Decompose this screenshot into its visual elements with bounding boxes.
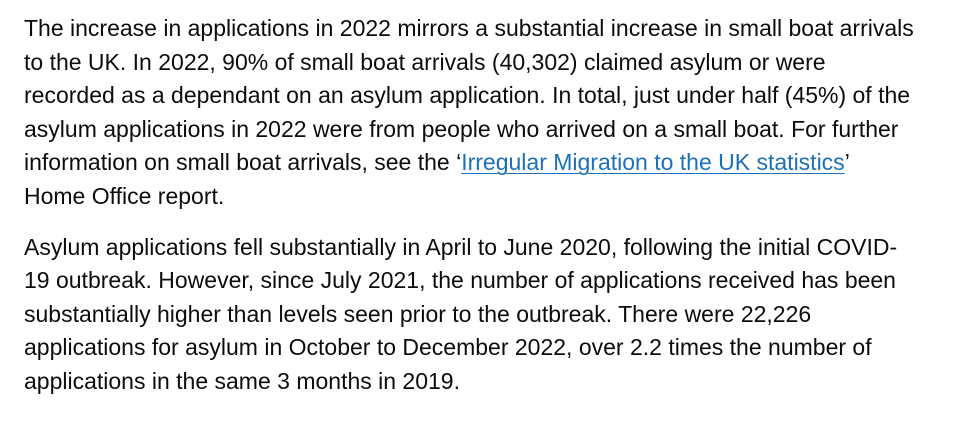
text-line: The increase in applications in 2022 mirrors a substantial increase in small boat arrivals: [24, 15, 914, 41]
text-line: substantially higher than levels seen prior to the outbreak. There were 22,226: [24, 300, 812, 327]
text-segment: ’: [844, 149, 850, 176]
text-line: 19 outbreak. However, since July 2021, the number of applications received has been: [24, 267, 896, 294]
text-line: to the UK. In 2022, 90% of small boat arrivals (40,302) claimed asylum or were: [24, 48, 826, 75]
paragraph-covid-applications: [24, 231, 964, 399]
text-segment: information on small boat arrivals, see the ‘: [24, 149, 462, 176]
text-line: Asylum applications fell substantially in April to June 2020, following the initial COVID-: [24, 233, 898, 260]
irregular-migration-statistics-link[interactable]: Irregular Migration to the UK statistics: [461, 149, 845, 176]
text-line: applications for asylum in October to December 2022, over 2.2 times the number of: [24, 334, 872, 361]
text-line: recorded as a dependant on an asylum application. In total, just under half (45%) of the: [24, 82, 911, 109]
text-line: applications in the same 3 months in 2019.: [24, 367, 460, 394]
text-line: Home Office report.: [24, 182, 225, 209]
text-line: asylum applications in 2022 were from people who arrived on a small boat. For further: [24, 115, 899, 142]
article-body: [24, 12, 964, 416]
paragraph-small-boat-arrivals: [24, 12, 964, 214]
text-line-with-link: [24, 146, 964, 180]
